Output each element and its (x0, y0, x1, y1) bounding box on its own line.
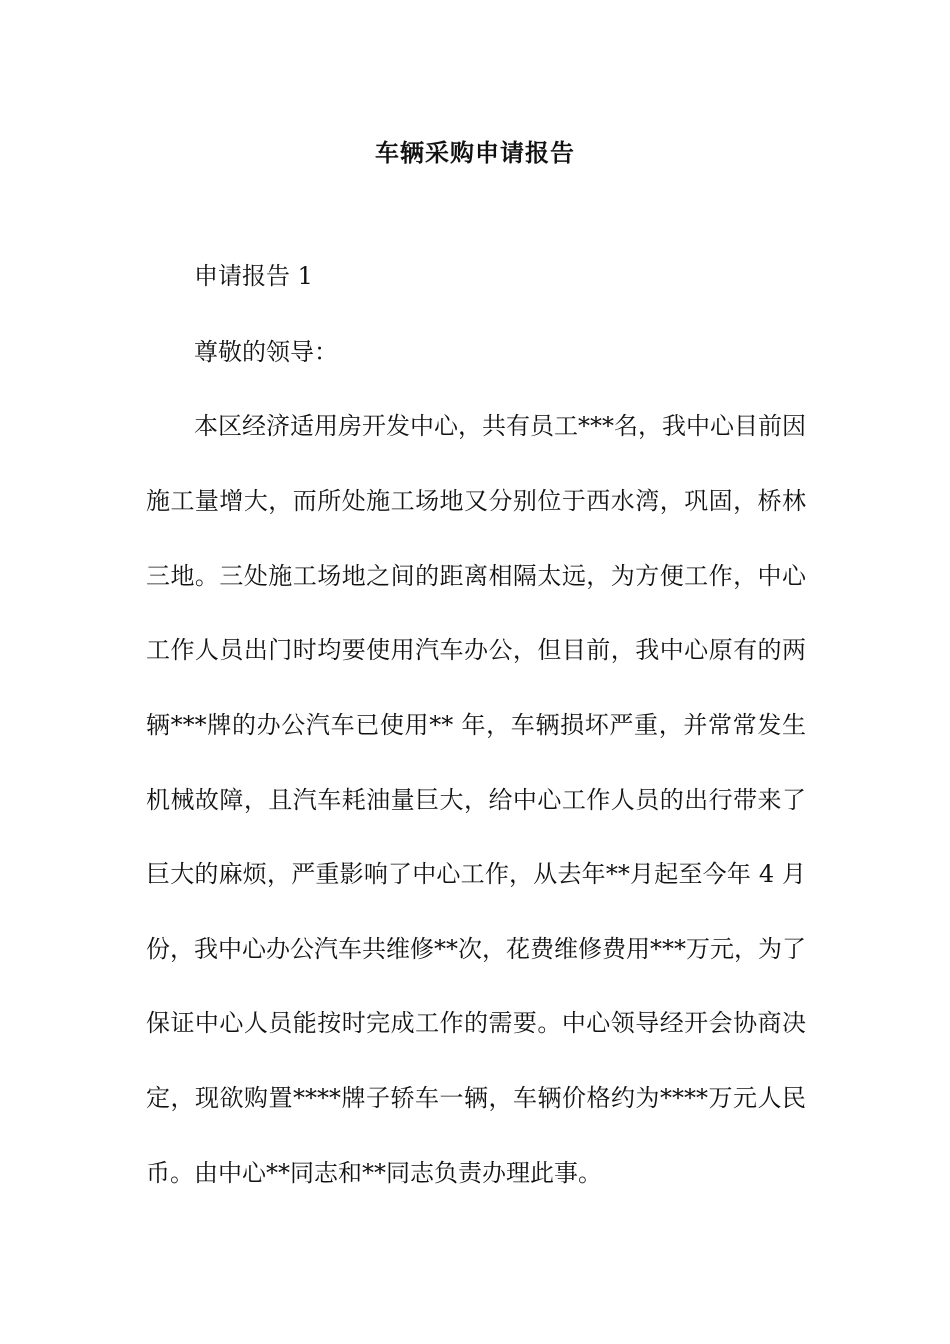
body-line: 本区经济适用房开发中心，共有员工***名，我中心目前因 (194, 412, 806, 440)
body-line: 辆***牌的办公汽车已使用** 年，车辆损坏严重，并常常发生 (146, 711, 806, 739)
body-line: 机械故障，且汽车耗油量巨大，给中心工作人员的出行带来了 (146, 786, 806, 814)
salutation: 尊敬的领导： (194, 338, 338, 366)
body-line: 保证中心人员能按时完成工作的需要。中心领导经开会协商决 (146, 1009, 806, 1037)
document-title: 车辆采购申请报告 (375, 138, 575, 167)
body-line: 三地。三处施工场地之间的距离相隔太远，为方便工作，中心 (146, 562, 806, 590)
body-line: 施工量增大，而所处施工场地又分别位于西水湾，巩固，桥林 (146, 487, 806, 515)
section-heading: 申请报告 1 (194, 262, 313, 290)
body-line: 工作人员出门时均要使用汽车办公，但目前，我中心原有的两 (146, 636, 806, 664)
body-line: 巨大的麻烦，严重影响了中心工作，从去年**月起至今年 4 月 (146, 860, 806, 888)
body-line: 份，我中心办公汽车共维修**次，花费维修费用***万元，为了 (146, 935, 806, 963)
body-line: 定，现欲购置****牌子轿车一辆，车辆价格约为****万元人民 (146, 1084, 806, 1112)
body-line-last: 币。由中心**同志和**同志负责办理此事。 (146, 1159, 602, 1187)
